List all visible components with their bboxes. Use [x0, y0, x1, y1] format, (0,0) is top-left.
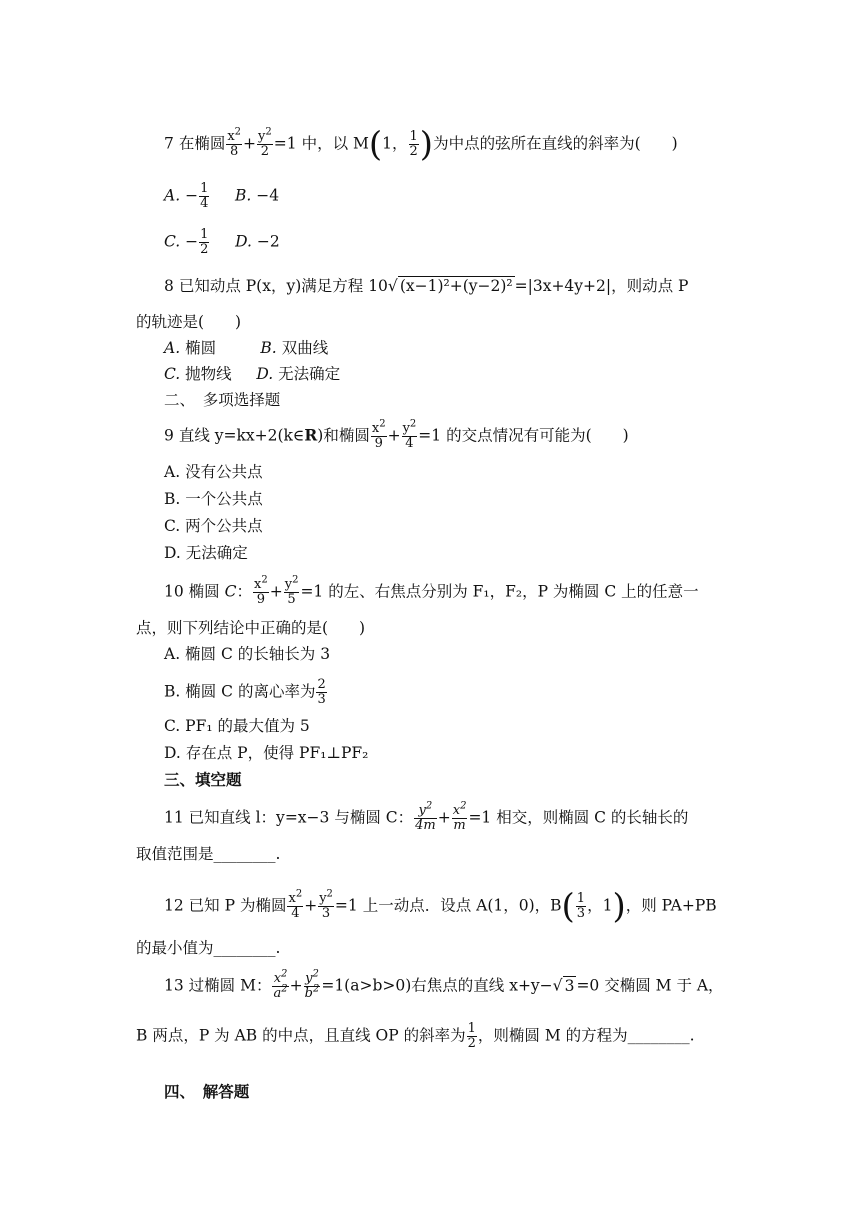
fraction: $\frac{y^2}{5}$ [284, 574, 299, 607]
fraction: $\frac{1}{2}$ [409, 129, 418, 159]
q9-option-c: C. 两个公共点 [164, 517, 263, 535]
q9-option-b: B. 一个公共点 [164, 490, 263, 508]
q7-options-ab: A. − $\frac{1}{4}$ B. −4 [164, 181, 280, 211]
q10-option-a: A. 椭圆 C 的长轴长为 3 [164, 645, 331, 663]
q9-option-a: A. 没有公共点 [164, 463, 263, 481]
q11-stem-line2: 取值范围是________. [136, 845, 281, 863]
q7-stem: 7 在椭圆 $\frac{x^2}{8}$ + $\frac{y^2}{2}$ =1 中，以 M(1， $\frac{1}{2}$ )为中点的弦所在直线的斜率为( ) [164, 124, 678, 165]
q10-stem-line2: 点，则下列结论中正确的是( ) [136, 619, 366, 637]
q13-stem-line2: B 两点，P 为 AB 的中点，且直线 OP 的斜率为 $\frac{1}{2}$ ，则椭圆 M 的方程为________. [136, 1021, 695, 1051]
q13-stem-line1: 13 过椭圆 M： $\frac{x^2}{a^2}$ + $\frac{y^2}{b^2}$ =1(a>b>0)右焦点的直线 x+y−√ 3 =0 交椭圆 M 于 A， [164, 968, 724, 1001]
q8-stem-line1: 8 已知动点 P(x，y)满足方程 10√ (x−1)²+(y−2)² =|3x+4y+2|，则动点 P [164, 277, 689, 295]
fraction: $\frac{2}{3}$ [317, 677, 326, 707]
q8-options-cd: C. 抛物线 D. 无法确定 [164, 365, 341, 383]
q8-stem-line2: 的轨迹是( ) [136, 313, 242, 331]
q10-option-b: B. 椭圆 C 的离心率为 $\frac{2}{3}$ [164, 677, 326, 707]
fraction: $\frac{y^2}{4}$ [402, 418, 417, 451]
fraction: $\frac{1}{2}$ [200, 227, 209, 257]
fraction: $\frac{x^2}{4}$ [288, 888, 303, 921]
fraction: $\frac{y^2}{b^2}$ [304, 968, 320, 1001]
q10-option-c: C. PF₁ 的最大值为 5 [164, 717, 310, 735]
fraction: $\frac{y^2}{4m}$ [415, 800, 436, 833]
fraction: $\frac{x^2}{9}$ [253, 574, 268, 607]
fraction: $\frac{1}{3}$ [576, 891, 586, 921]
fraction: $\frac{1}{4}$ [200, 181, 209, 211]
section-multiple-choice: 二、 多项选择题 [164, 391, 281, 409]
fraction: $\frac{1}{2}$ [467, 1021, 476, 1051]
q12-stem-line2: 的最小值为________. [136, 939, 281, 957]
fraction: $\frac{x^2}{9}$ [371, 418, 386, 451]
section-fill-in: 三、填空题 [164, 770, 242, 789]
q11-stem-line1: 11 已知直线 l：y=x−3 与椭圆 C： $\frac{y^2}{4m}$ + $\frac{x^2}{m}$ =1 相交，则椭圆 C 的长轴长的 [164, 800, 689, 833]
fraction: $\frac{x^2}{a^2}$ [273, 968, 288, 1001]
q10-option-d: D. 存在点 P，使得 PF₁⊥PF₂ [164, 744, 369, 762]
fraction: $\frac{y^2}{2}$ [258, 126, 272, 159]
q8-options-ab: A. 椭圆 B. 双曲线 [164, 339, 329, 357]
section-answer: 四、 解答题 [164, 1082, 250, 1101]
q9-stem: 9 直线 y=kx+2(k∈R)和椭圆 $\frac{x^2}{9}$ + $\frac{y^2}{4}$ =1 的交点情况有可能为( ) [164, 418, 629, 451]
fraction: $\frac{x^2}{m}$ [452, 800, 467, 833]
q12-stem-line1: 12 已知 P 为椭圆 $\frac{x^2}{4}$ + $\frac{y^2}{3}$ =1 上一动点．设点 A(1，0)，B( $\frac{1}{3}$ ，1)，则 PA+PB [164, 886, 717, 927]
fraction: $\frac{x^2}{8}$ [227, 126, 242, 159]
q10-stem-line1: 10 椭圆 C： $\frac{x^2}{9}$ + $\frac{y^2}{5}$ =1 的左、右焦点分别为 F₁，F₂，P 为椭圆 C 上的任意一 [164, 574, 699, 607]
q7-options-cd: C. − $\frac{1}{2}$ D. −2 [164, 227, 280, 257]
fraction: $\frac{y^2}{3}$ [319, 888, 333, 921]
q9-option-d: D. 无法确定 [164, 544, 248, 562]
